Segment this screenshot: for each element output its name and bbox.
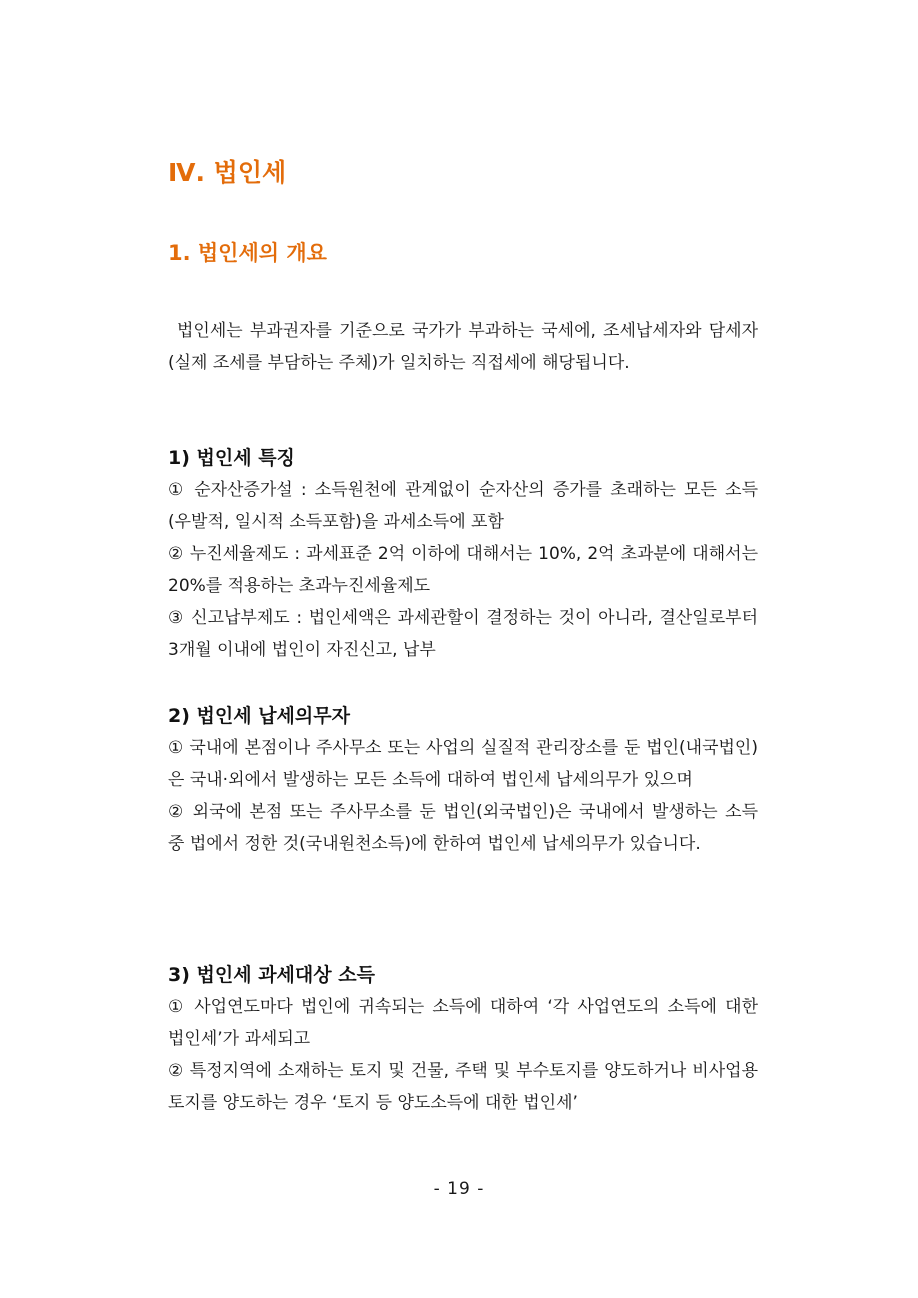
subsection-characteristics bbox=[168, 442, 758, 666]
intro-paragraph: 법인세는 부과권자를 기준으로 국가가 부과하는 국세에, 조세납세자와 담세자(실제 조세를 부담하는 주체)가 일치하는 직접세에 해당됩니다. bbox=[168, 321, 758, 373]
section-title: 1. 법인세의 개요 bbox=[168, 241, 327, 265]
list-item: ② 특정지역에 소재하는 토지 및 건물, 주택 및 부수토지를 양도하거나 비사업용 토지를 양도하는 경우 ‘토지 등 양도소득에 대한 법인세’ bbox=[168, 1061, 758, 1113]
chapter-title: Ⅳ. 법인세 bbox=[168, 158, 287, 187]
list-item: ③ 신고납부제도 : 법인세액은 과세관할이 결정하는 것이 아니라, 결산일로부터 3개월 이내에 법인이 자진신고, 납부 bbox=[168, 608, 758, 660]
subsection-taxable-income bbox=[168, 959, 758, 1119]
subsection-heading: 1) 법인세 특징 bbox=[168, 447, 295, 469]
list-item: ② 외국에 본점 또는 주사무소를 둔 법인(외국법인)은 국내에서 발생하는 소득 중 법에서 정한 것(국내원천소득)에 한하여 법인세 납세의무가 있습니다. bbox=[168, 802, 758, 854]
list-item: ① 사업연도마다 법인에 귀속되는 소득에 대하여 ‘각 사업연도의 소득에 대한 법인세’가 과세되고 bbox=[168, 997, 758, 1049]
list-item: ① 순자산증가설 : 소득원천에 관계없이 순자산의 증가를 초래하는 모든 소득(우발적, 일시적 소득포함)을 과세소득에 포함 bbox=[168, 480, 758, 532]
subsection-taxpayer bbox=[168, 700, 758, 860]
list-item: ② 누진세율제도 : 과세표준 2억 이하에 대해서는 10%, 2억 초과분에 대해서는 20%를 적용하는 초과누진세율제도 bbox=[168, 544, 758, 596]
subsection-heading: 3) 법인세 과세대상 소득 bbox=[168, 964, 375, 986]
subsection-heading: 2) 법인세 납세의무자 bbox=[168, 705, 350, 727]
page-number: - 19 - bbox=[433, 1179, 485, 1199]
list-item: ① 국내에 본점이나 주사무소 또는 사업의 실질적 관리장소를 둔 법인(내국법인)은 국내·외에서 발생하는 모든 소득에 대하여 법인세 납세의무가 있으며 bbox=[168, 738, 758, 790]
